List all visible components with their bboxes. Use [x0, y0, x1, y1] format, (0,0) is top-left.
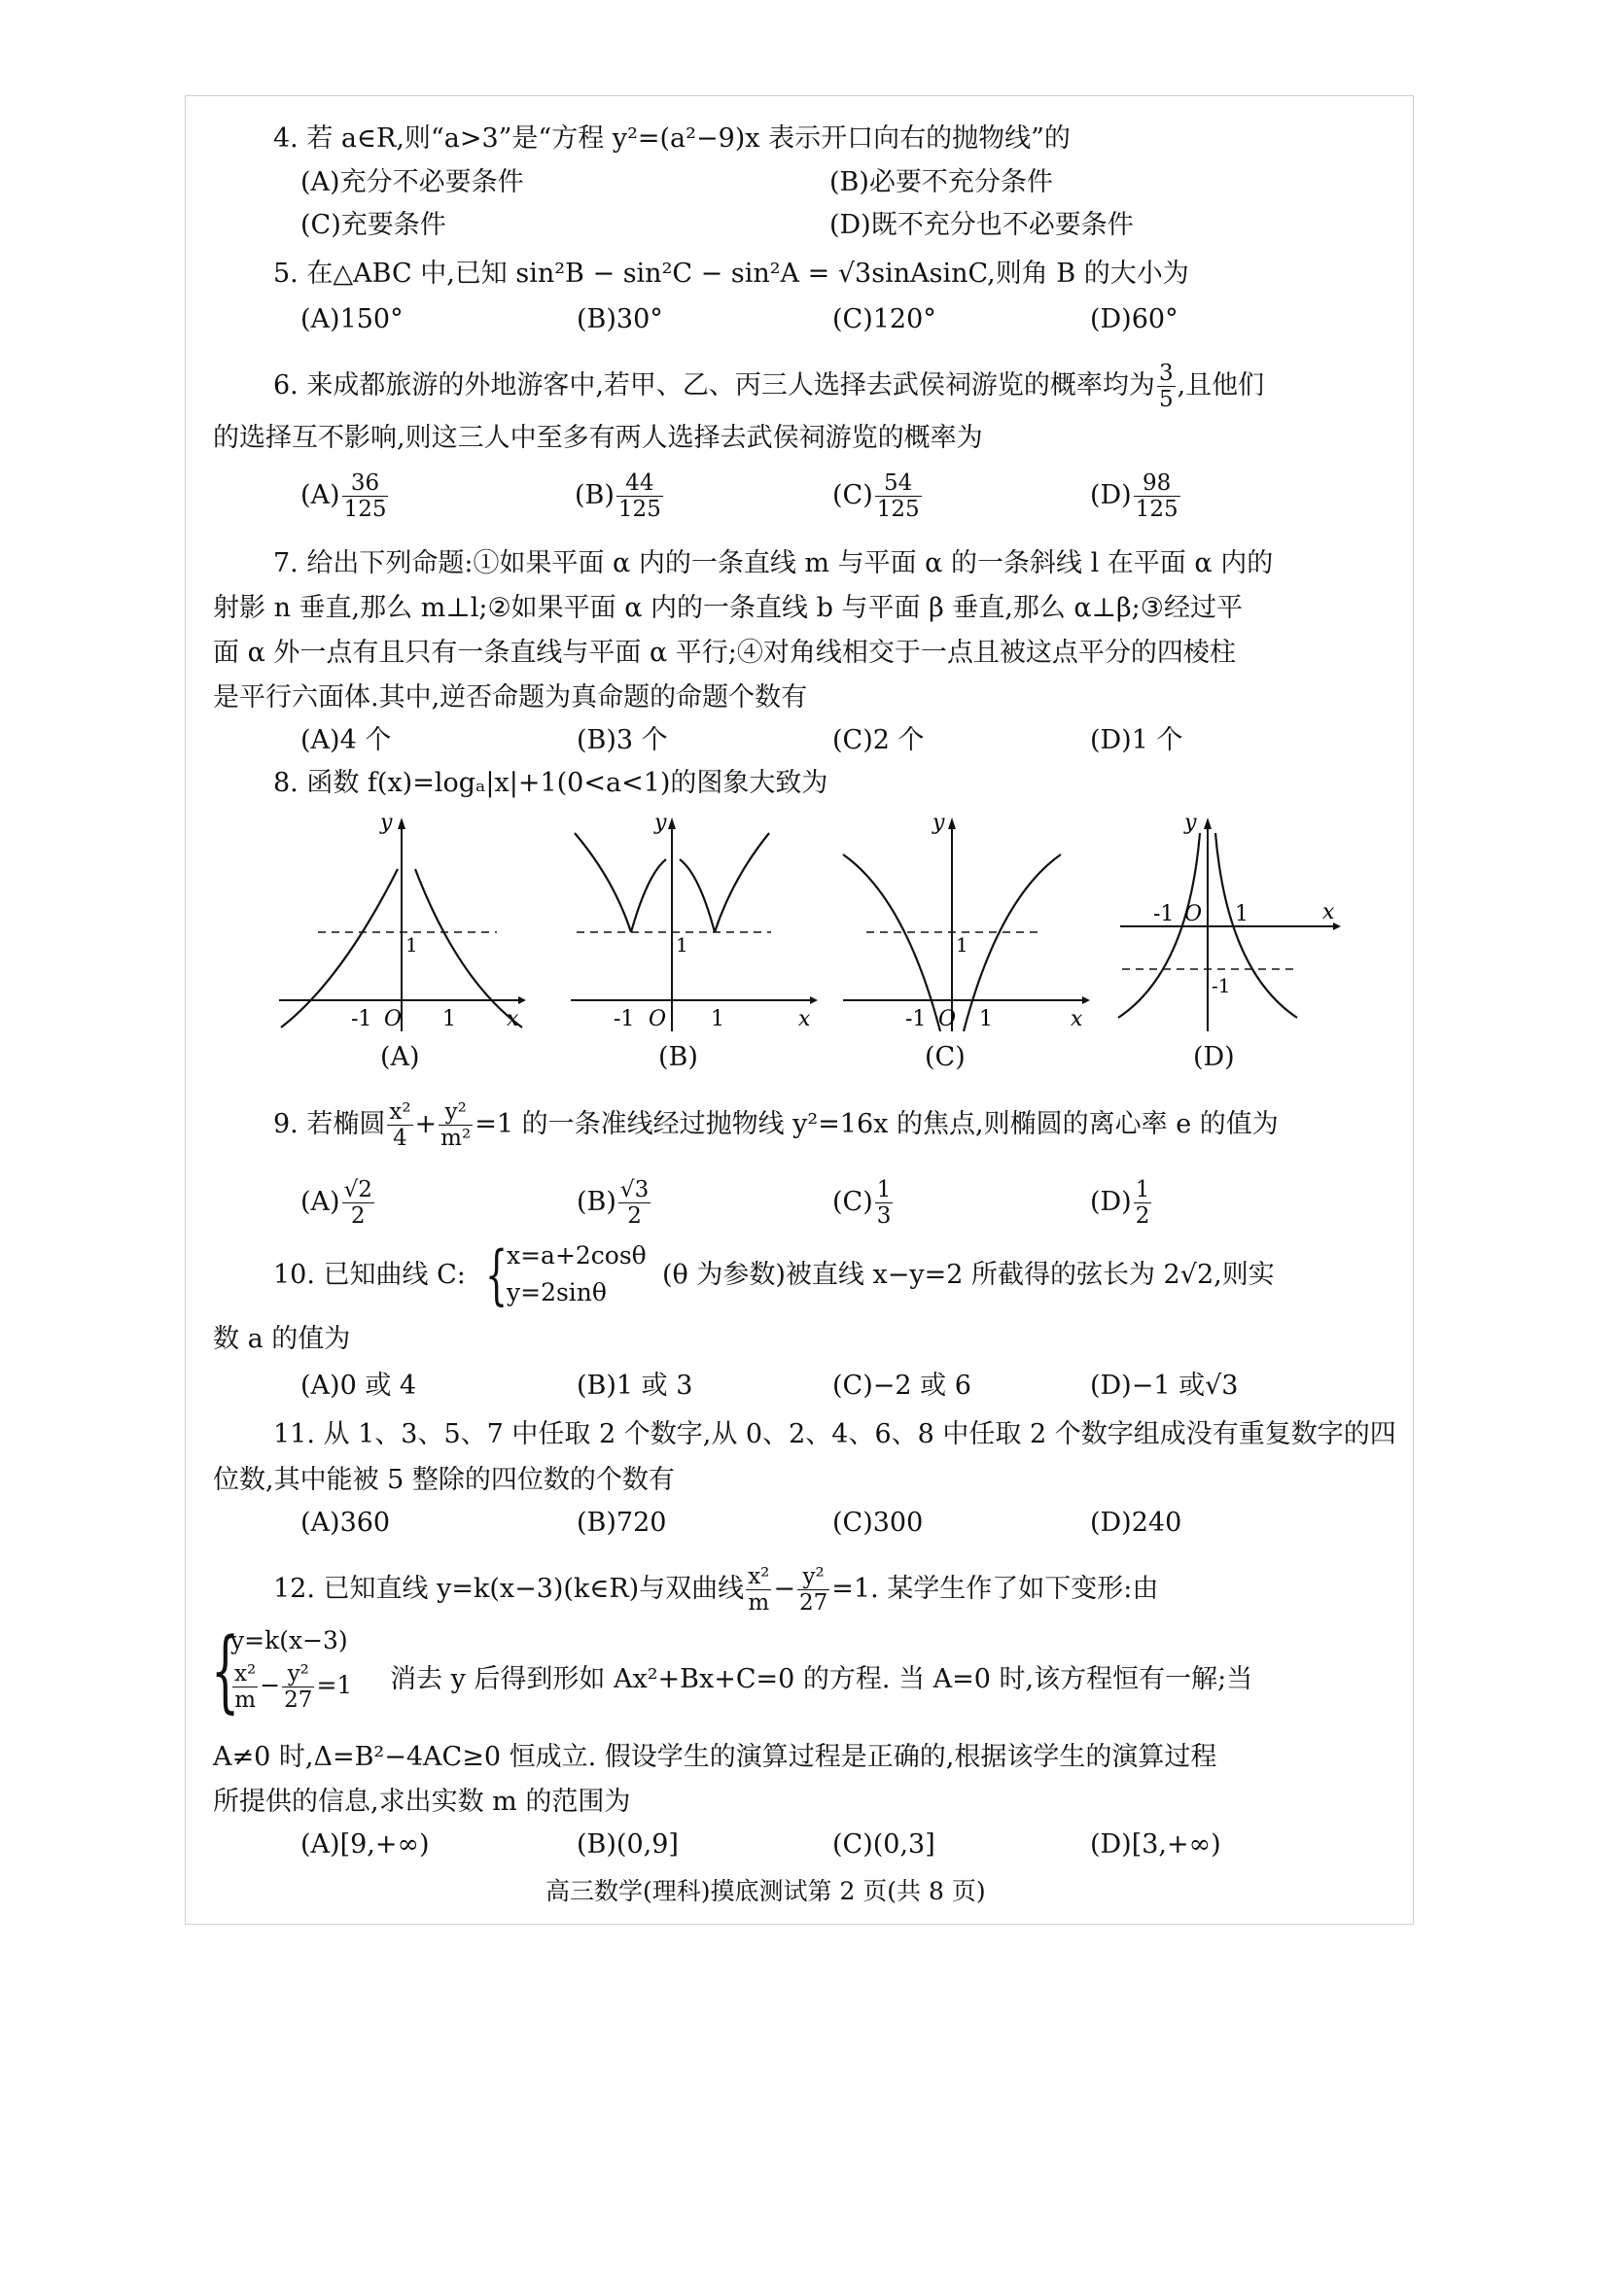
q8-label-c: (C) [925, 1042, 966, 1072]
q11-line1: 11. 从 1、3、5、7 中任取 2 个数字,从 0、2、4、6、8 中任取 2 个数字组成没有重复数字的四 [273, 1419, 1396, 1449]
svg-text:1: 1 [1235, 902, 1249, 926]
svg-text:1: 1 [405, 933, 418, 957]
q11-option-a: (A)360 [300, 1508, 391, 1538]
q7-line2: 射影 n 垂直,那么 m⊥l;②如果平面 α 内的一条直线 b 与平面 β 垂直,那么 α⊥β;③经过平 [213, 593, 1243, 623]
q6-prob-fraction: $\frac{3}{5}$ [1158, 361, 1174, 412]
q10-system-eq1: x=a+2cosθ [507, 1241, 647, 1270]
q6-stem-line1: 6. 来成都旅游的外地游客中,若甲、乙、丙三人选择去武侯祠游览的概率均为 $\frac{3}{5}$ ,且他们 [273, 361, 1265, 412]
svg-text:y: y [654, 811, 667, 835]
q6-option-d: (D) $\frac{98}{125}$ [1090, 470, 1178, 522]
q12-stem-e: 所提供的信息,求出实数 m 的范围为 [213, 1787, 631, 1817]
svg-text:-1: -1 [905, 1007, 927, 1031]
svg-text:O: O [649, 1007, 667, 1031]
svg-text:1: 1 [442, 1007, 456, 1031]
q5-option-b: (B)30° [577, 304, 663, 334]
q8-label-d: (D) [1193, 1042, 1235, 1072]
q5-option-c: (C)120° [832, 304, 936, 334]
svg-text:-1: -1 [1212, 974, 1231, 997]
q9-stem: 9. 若椭圆 $\frac{\text{x²}}{4}$ + $\frac{\text{y²}}{\text{m²}}$ =1 的一条准线经过抛物线 y²=16x 的焦点,则椭圆的离心率 e 的值为 [273, 1099, 1279, 1151]
q12-stem-d: A≠0 时,Δ=B²−4AC≥0 恒成立. 假设学生的演算过程是正确的,根据该学生的演算过程 [213, 1742, 1217, 1772]
q10-option-c: (C)−2 或 6 [832, 1371, 971, 1401]
q6-option-c: (C) $\frac{54}{125}$ [832, 470, 920, 522]
q10-option-a: (A)0 或 4 [300, 1371, 417, 1401]
q7-option-a: (A)4 个 [300, 725, 392, 755]
q12-option-b: (B)(0,9] [577, 1829, 679, 1860]
q9-option-d: (D) $\frac{1}{2}$ [1090, 1177, 1150, 1229]
q9-option-b: (B) $\frac{√3}{2}$ [577, 1177, 650, 1229]
q8-label-b: (B) [658, 1042, 698, 1072]
q12-system-eq1: y=k(x−3) [230, 1626, 348, 1654]
q4-option-c: (C)充要条件 [300, 210, 446, 240]
q8-graph-a [273, 806, 526, 1039]
exam-page [185, 95, 1414, 1925]
q4-option-a: (A)充分不必要条件 [300, 167, 524, 197]
q4-option-b: (B)必要不充分条件 [829, 167, 1053, 197]
q5-option-d: (D)60° [1090, 304, 1178, 334]
q11-option-b: (B)720 [577, 1508, 667, 1538]
q12-system-eq2: $\frac{\text{x²}}{m}$ − $\frac{\text{y²}}{27}$ =1 [234, 1661, 353, 1713]
svg-text:x: x [507, 1007, 519, 1031]
q12-stem-c: 消去 y 后得到形如 Ax²+Bx+C=0 的方程. 当 A=0 时,该方程恒有一解;当 [390, 1664, 1253, 1694]
svg-text:O: O [1184, 902, 1203, 926]
svg-text:-1: -1 [351, 1007, 372, 1031]
svg-text:O: O [938, 1007, 957, 1031]
svg-text:-1: -1 [614, 1007, 635, 1031]
q8-label-a: (A) [380, 1042, 420, 1072]
q7-option-d: (D)1 个 [1090, 725, 1183, 755]
svg-text:y: y [380, 811, 393, 835]
q4-stem: 4. 若 a∈R,则“a>3”是“方程 y²=(a²−9)x 表示开口向右的抛物线”的 [273, 123, 1071, 154]
q11-option-d: (D)240 [1090, 1508, 1182, 1538]
q6-stem-text: 6. 来成都旅游的外地游客中,若甲、乙、丙三人选择去武侯祠游览的概率均为 [273, 370, 1155, 400]
svg-text:x: x [1322, 900, 1335, 924]
q7-option-b: (B)3 个 [577, 725, 668, 755]
svg-text:1: 1 [979, 1007, 993, 1031]
q12-option-a: (A)[9,+∞) [300, 1829, 430, 1860]
q7-option-c: (C)2 个 [832, 725, 925, 755]
svg-text:y: y [1184, 811, 1197, 835]
q6-option-b: (B) $\frac{44}{125}$ [575, 470, 661, 522]
q7-line3: 面 α 外一点有且只有一条直线与平面 α 平行;④对角线相交于一点且被这点平分的四棱柱 [213, 638, 1236, 668]
q10-stem-c: 数 a 的值为 [213, 1324, 351, 1354]
q5-stem: 5. 在△ABC 中,已知 sin²B − sin²C − sin²A = √3sinAsinC,则角 B 的大小为 [273, 259, 1189, 289]
q8-graph-d [1114, 806, 1367, 1039]
svg-text:1: 1 [711, 1007, 724, 1031]
svg-text:x: x [1071, 1007, 1083, 1031]
q4-option-d: (D)既不充分也不必要条件 [829, 210, 1134, 240]
svg-text:x: x [798, 1007, 811, 1031]
q5-option-a: (A)150° [300, 304, 404, 334]
q10-system-eq2: y=2sinθ [507, 1278, 607, 1306]
q8-graph-b [565, 806, 818, 1039]
q11-line2: 位数,其中能被 5 整除的四位数的个数有 [213, 1465, 675, 1495]
q10-stem-a: 10. 已知曲线 C: [273, 1260, 466, 1290]
q8-stem: 8. 函数 f(x)=logₐ|x|+1(0<a<1)的图象大致为 [273, 768, 828, 798]
q12-brace: { [211, 1618, 240, 1722]
svg-text:y: y [932, 811, 945, 835]
svg-text:O: O [384, 1007, 403, 1031]
q8-graph-c [837, 806, 1090, 1039]
q9-option-a: (A) $\frac{√2}{2}$ [300, 1177, 372, 1229]
q10-option-b: (B)1 或 3 [577, 1371, 693, 1401]
q12-option-d: (D)[3,+∞) [1090, 1829, 1221, 1860]
page-footer: 高三数学(理科)摸底测试第 2 页(共 8 页) [545, 1877, 986, 1905]
q11-option-c: (C)300 [832, 1508, 924, 1538]
q7-line1: 7. 给出下列命题:①如果平面 α 内的一条直线 m 与平面 α 的一条斜线 l 在平面 α 内的 [273, 548, 1274, 578]
svg-text:1: 1 [956, 933, 968, 957]
q12-stem-a: 12. 已知直线 y=k(x−3)(k∈R)与双曲线 $\frac{\text{x²}}{m}$ − $\frac{\text{y²}}{27}$ =1. 某学生作了如下变形:由 [273, 1564, 1159, 1616]
svg-text:1: 1 [676, 933, 688, 957]
q7-line4: 是平行六面体.其中,逆否命题为真命题的命题个数有 [213, 682, 808, 713]
q6-option-a: (A) $\frac{36}{125}$ [300, 470, 387, 522]
q9-option-c: (C) $\frac{1}{3}$ [832, 1177, 892, 1229]
q12-option-c: (C)(0,3] [832, 1829, 935, 1860]
q10-stem-b: (θ 为参数)被直线 x−y=2 所截得的弦长为 2√2,则实 [662, 1260, 1275, 1290]
q10-option-d: (D)−1 或√3 [1090, 1371, 1239, 1401]
svg-text:-1: -1 [1153, 902, 1175, 926]
q6-stem-line2: 的选择互不影响,则这三人中至多有两人选择去武侯祠游览的概率为 [213, 423, 983, 453]
q10-brace: { [485, 1237, 509, 1312]
